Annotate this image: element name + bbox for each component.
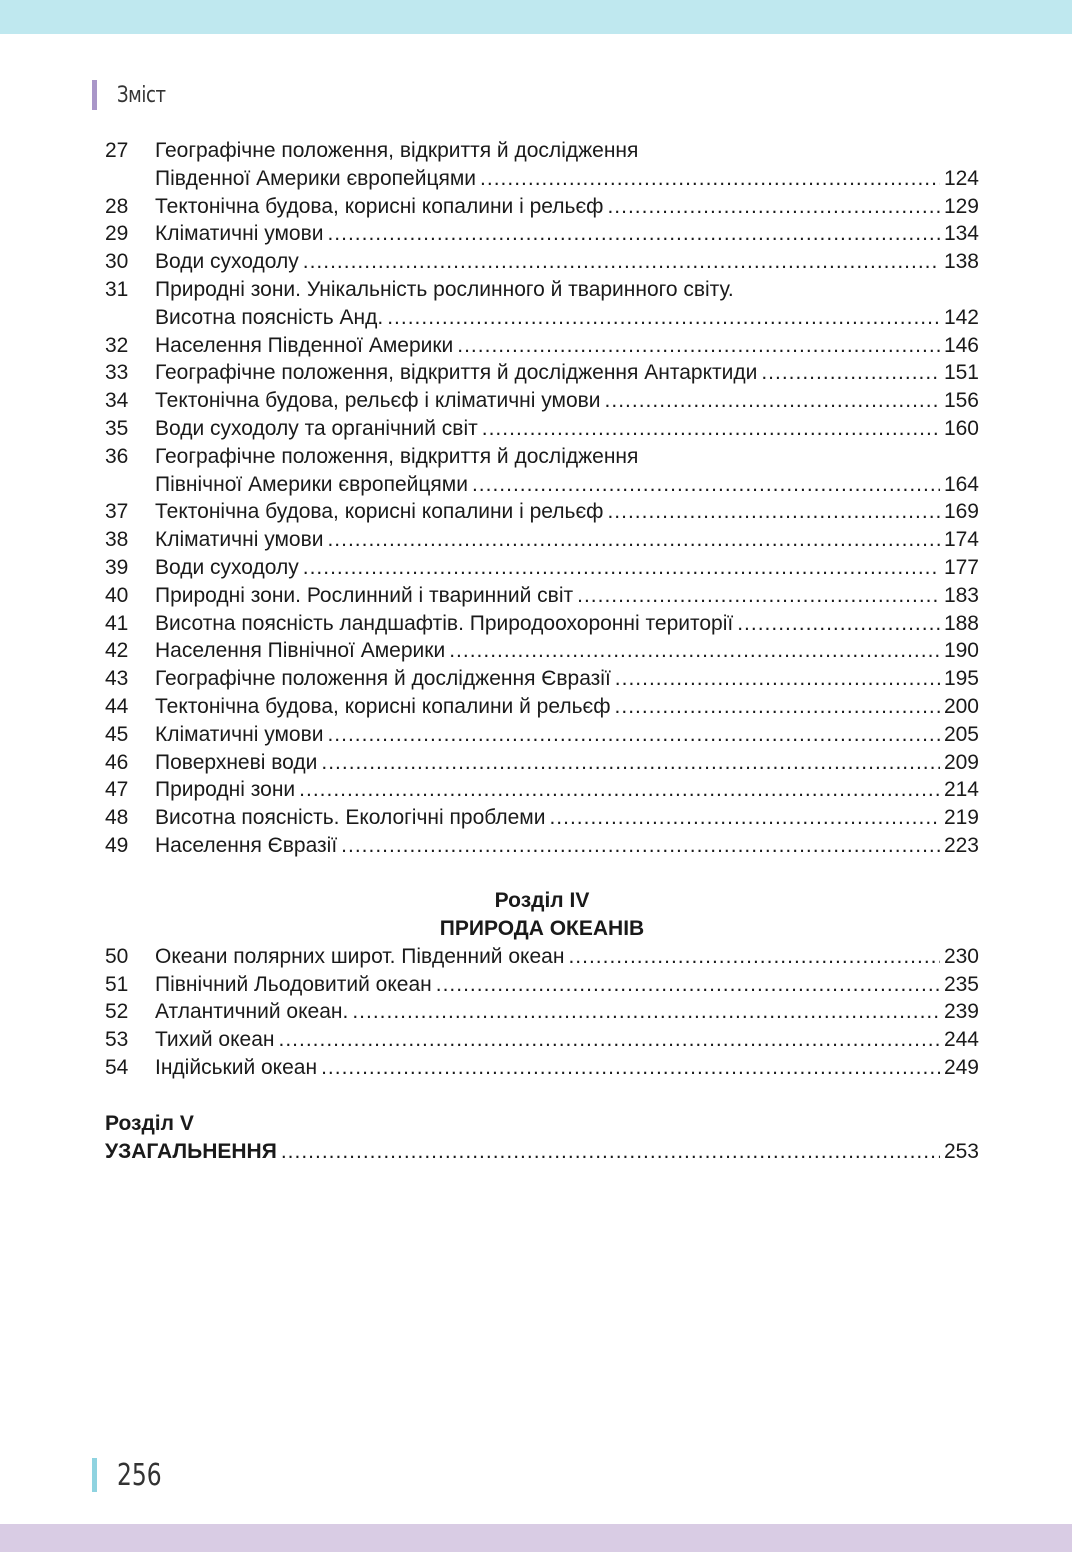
toc-entry-29[interactable] <box>105 220 979 248</box>
toc-entry-title: Поверхневі води <box>155 750 318 774</box>
toc-leader-dots <box>761 359 940 387</box>
toc-entry-27-continuation[interactable] <box>105 165 979 193</box>
toc-leader-dots <box>549 804 940 832</box>
toc-entry-title: Тектонічна будова, корисні копалини і рельєф <box>155 500 604 524</box>
toc-leader-dots <box>327 220 939 248</box>
toc-entry-title: Індійський океан <box>155 1055 318 1079</box>
toc-leader-dots <box>327 526 939 554</box>
toc-list-part-4 <box>105 943 979 1082</box>
section-5 <box>105 1110 979 1166</box>
toc-entry-number: 50 <box>105 944 129 968</box>
toc-entry-title: Природні зони <box>155 778 296 802</box>
toc-leader-dots <box>327 721 939 749</box>
toc-entry-title: Води суходолу та органічний світ <box>155 416 478 440</box>
toc-entry-number: 32 <box>105 333 129 357</box>
toc-list-part-3 <box>105 137 979 860</box>
toc-leader-dots <box>480 165 940 193</box>
toc-entry-number: 54 <box>105 1055 129 1079</box>
toc-entry-page: 129 <box>943 194 979 218</box>
toc-leader-dots <box>281 1138 940 1166</box>
bottom-color-band <box>0 1524 1072 1552</box>
toc-leader-dots <box>615 693 940 721</box>
toc-entry-47[interactable] <box>105 776 979 804</box>
toc-entry-page: 235 <box>943 972 979 996</box>
toc-entry-number: 40 <box>105 583 129 607</box>
toc-entry-30[interactable] <box>105 248 979 276</box>
toc-entry-title: Північної Америки європейцями <box>155 472 468 496</box>
toc-entry-title: Кліматичні умови <box>155 722 324 746</box>
toc-entry-title: Тектонічна будова, корисні копалини й рельєф <box>155 694 611 718</box>
toc-leader-dots <box>737 610 940 638</box>
table-of-contents <box>105 137 979 1166</box>
toc-entry-52[interactable] <box>105 998 979 1026</box>
toc-entry-number: 43 <box>105 667 129 691</box>
toc-entry-title: Тектонічна будова, корисні копалини і рельєф <box>155 194 604 218</box>
toc-entry-42[interactable] <box>105 637 979 665</box>
toc-entry-number: 30 <box>105 250 129 274</box>
toc-entry-number: 39 <box>105 555 129 579</box>
toc-entry-page: 151 <box>943 361 979 385</box>
toc-entry-page: 253 <box>943 1139 979 1163</box>
toc-entry-title: Населення Північної Америки <box>155 639 446 663</box>
running-head <box>92 79 176 111</box>
section-4-label: Розділ IV <box>494 888 590 912</box>
toc-entry-title: Тихий океан <box>155 1028 275 1052</box>
toc-entry-49[interactable] <box>105 832 979 860</box>
toc-entry-45[interactable] <box>105 721 979 749</box>
toc-entry-title: Географічне положення, відкриття й дослідження <box>155 139 639 162</box>
toc-entry-title: Географічне положення, відкриття й дослідження Антарктиди <box>155 361 758 385</box>
toc-leader-dots <box>449 637 940 665</box>
toc-leader-dots <box>482 415 940 443</box>
toc-entry-41[interactable] <box>105 610 979 638</box>
toc-entry-38[interactable] <box>105 526 979 554</box>
toc-entry-number: 28 <box>105 194 129 218</box>
toc-entry-page: 223 <box>943 833 979 857</box>
toc-entry-page: 200 <box>943 694 979 718</box>
toc-leader-dots <box>321 1054 940 1082</box>
toc-entry-page: 169 <box>943 500 979 524</box>
toc-entry-28[interactable] <box>105 193 979 221</box>
toc-entry-page: 219 <box>943 806 979 830</box>
toc-entry-title: Географічне положення, відкриття й дослідження <box>155 444 639 468</box>
toc-entry-section-5[interactable] <box>105 1138 979 1166</box>
toc-entry-44[interactable] <box>105 693 979 721</box>
toc-entry-title: Населення Південної Америки <box>155 333 454 357</box>
toc-entry-page: 239 <box>943 1000 979 1024</box>
toc-entry-number: 33 <box>105 361 129 385</box>
toc-entry-page: 249 <box>943 1055 979 1079</box>
toc-leader-dots <box>607 498 939 526</box>
toc-leader-dots <box>568 943 940 971</box>
toc-entry-page: 230 <box>943 944 979 968</box>
toc-entry-title: Океани полярних широт. Південний океан <box>155 944 565 968</box>
toc-entry-title: Води суходолу <box>155 555 299 579</box>
toc-leader-dots <box>436 971 940 999</box>
toc-entry-37[interactable] <box>105 498 979 526</box>
toc-entry-page: 195 <box>943 667 979 691</box>
toc-leader-dots <box>577 582 940 610</box>
toc-entry-53[interactable] <box>105 1026 979 1054</box>
toc-entry-number: 51 <box>105 972 129 996</box>
toc-entry-number: 52 <box>105 1000 129 1024</box>
toc-entry-number: 35 <box>105 416 129 440</box>
toc-leader-dots <box>472 471 940 499</box>
toc-entry-title: Тектонічна будова, рельєф і кліматичні умови <box>155 389 601 413</box>
toc-entry-page: 138 <box>943 250 979 274</box>
toc-entry-48[interactable] <box>105 804 979 832</box>
toc-entry-number: 31 <box>105 277 129 301</box>
toc-entry-page: 174 <box>943 528 979 552</box>
toc-entry-number: 42 <box>105 639 129 663</box>
toc-leader-dots <box>457 332 940 360</box>
toc-entry-page: 124 <box>943 166 979 190</box>
toc-entry-number: 47 <box>105 778 129 802</box>
toc-leader-dots <box>605 387 940 415</box>
toc-leader-dots <box>352 998 940 1026</box>
toc-entry-32[interactable] <box>105 332 979 360</box>
toc-leader-dots <box>321 749 940 777</box>
page-folio <box>92 1458 174 1492</box>
toc-entry-number: 44 <box>105 694 129 718</box>
toc-entry-34[interactable] <box>105 387 979 415</box>
toc-entry-page: 134 <box>943 222 979 246</box>
toc-entry-number: 37 <box>105 500 129 524</box>
toc-entry-title: Північний Льодовитий океан <box>155 972 432 996</box>
toc-entry-33[interactable] <box>105 359 979 387</box>
running-head-title: Зміст <box>117 82 166 108</box>
toc-leader-dots <box>303 554 940 582</box>
toc-entry-number: 36 <box>105 444 129 468</box>
running-head-bar <box>92 80 97 110</box>
toc-leader-dots <box>303 248 940 276</box>
page-number: 256 <box>117 1457 162 1493</box>
toc-entry-page: 188 <box>943 611 979 635</box>
toc-entry-title: Географічне положення й дослідження Євразії <box>155 667 611 691</box>
toc-entry-number: 49 <box>105 833 129 857</box>
toc-leader-dots <box>299 776 940 804</box>
toc-leader-dots <box>341 832 940 860</box>
toc-entry-31-continuation[interactable] <box>105 304 979 332</box>
toc-entry-35[interactable] <box>105 415 979 443</box>
toc-entry-51[interactable] <box>105 971 979 999</box>
toc-entry-46[interactable] <box>105 749 979 777</box>
toc-entry-27[interactable] <box>105 137 979 165</box>
toc-entry-36[interactable] <box>105 443 979 471</box>
toc-entry-page: 205 <box>943 722 979 746</box>
toc-entry-43[interactable] <box>105 665 979 693</box>
toc-entry-number: 41 <box>105 611 129 635</box>
toc-entry-page: 164 <box>943 472 979 496</box>
toc-entry-number: 34 <box>105 389 129 413</box>
toc-entry-title: Природні зони. Унікальність рослинного й тваринного світу. <box>155 277 734 301</box>
toc-entry-title: Природні зони. Рослинний і тваринний світ <box>155 583 574 607</box>
toc-leader-dots <box>279 1026 940 1054</box>
toc-entry-page: 177 <box>943 555 979 579</box>
toc-entry-title: Висотна поясність ландшафтів. Природоохоронні території <box>155 611 734 635</box>
toc-entry-number: 38 <box>105 528 129 552</box>
toc-entry-title: УЗАГАЛЬНЕННЯ <box>105 1139 277 1163</box>
section-4-title: ПРИРОДА ОКЕАНІВ <box>439 916 645 940</box>
toc-entry-title: Висотна поясність. Екологічні проблеми <box>155 806 546 830</box>
toc-entry-number: 27 <box>105 139 129 162</box>
toc-leader-dots <box>615 665 940 693</box>
toc-entry-page: 160 <box>943 416 979 440</box>
toc-entry-page: 190 <box>943 639 979 663</box>
toc-entry-number: 48 <box>105 806 129 830</box>
section-5-label: Розділ V <box>105 1111 194 1135</box>
toc-entry-title: Населення Євразії <box>155 833 338 857</box>
toc-entry-title: Південної Америки європейцями <box>155 166 477 190</box>
toc-entry-31[interactable] <box>105 276 979 304</box>
toc-entry-page: 142 <box>943 305 979 329</box>
toc-entry-title: Кліматичні умови <box>155 528 324 552</box>
toc-entry-50[interactable] <box>105 943 979 971</box>
toc-entry-title: Води суходолу <box>155 250 299 274</box>
toc-entry-36-continuation[interactable] <box>105 471 979 499</box>
toc-entry-number: 45 <box>105 722 129 746</box>
toc-leader-dots <box>607 193 939 221</box>
toc-entry-54[interactable] <box>105 1054 979 1082</box>
toc-entry-title: Атлантичний океан. <box>155 1000 349 1024</box>
toc-entry-page: 214 <box>943 778 979 802</box>
toc-entry-title: Висотна поясність Анд. <box>155 305 384 329</box>
toc-entry-40[interactable] <box>105 582 979 610</box>
folio-bar <box>92 1458 97 1492</box>
toc-leader-dots <box>387 304 940 332</box>
toc-entry-title: Кліматичні умови <box>155 222 324 246</box>
toc-entry-page: 146 <box>943 333 979 357</box>
toc-entry-number: 53 <box>105 1028 129 1052</box>
toc-entry-page: 156 <box>943 389 979 413</box>
toc-entry-number: 29 <box>105 222 129 246</box>
toc-entry-page: 209 <box>943 750 979 774</box>
toc-entry-number: 46 <box>105 750 129 774</box>
toc-entry-page: 183 <box>943 583 979 607</box>
toc-entry-39[interactable] <box>105 554 979 582</box>
toc-entry-page: 244 <box>943 1028 979 1052</box>
top-color-band <box>0 0 1072 34</box>
